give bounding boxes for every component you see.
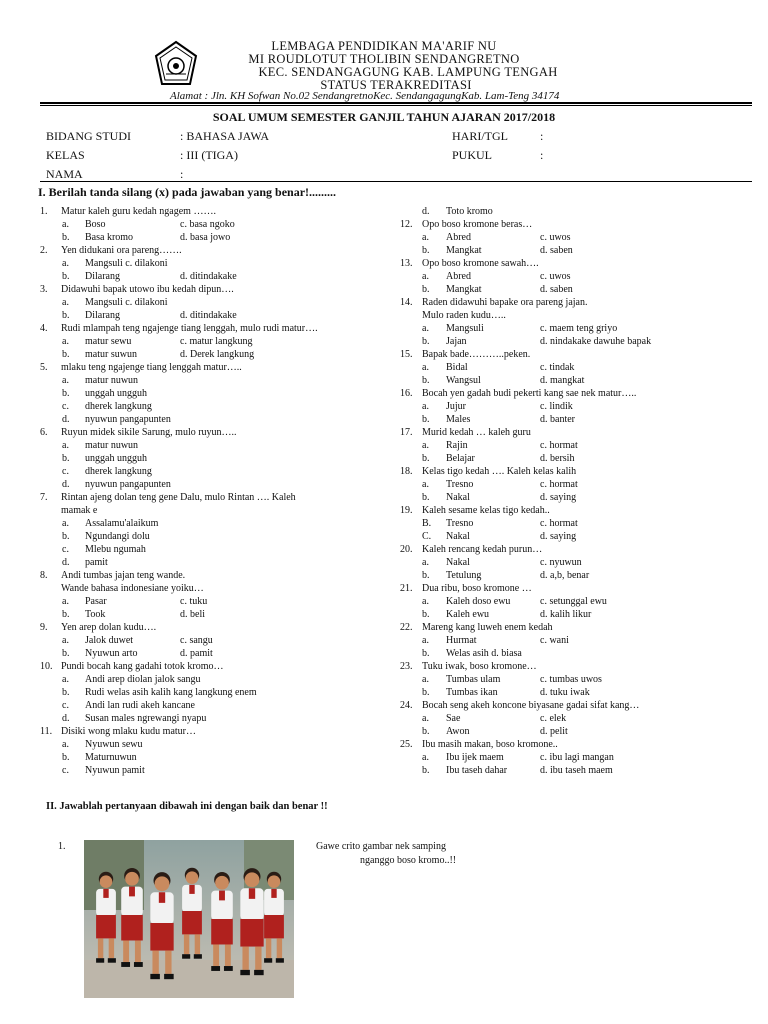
- option-letter: b.: [62, 531, 70, 542]
- question-text: Ruyun midek sikile Sarung, mulo ruyun…..: [61, 427, 237, 438]
- essay-instruction-2: nganggo boso kromo..!!: [360, 855, 457, 866]
- option-text: Rajin: [446, 440, 468, 451]
- option-text-secondary: d. beli: [180, 609, 205, 620]
- option-text: Mangsuli: [446, 323, 484, 334]
- option-text: Tumbas ikan: [446, 687, 498, 698]
- option-text: Tresno: [446, 479, 474, 490]
- option-text: Welas asih d. biasa: [446, 648, 522, 659]
- option-letter: b.: [422, 284, 430, 295]
- option-text: Nakal: [446, 492, 470, 503]
- question-number: 19.: [400, 505, 413, 516]
- option-text: Awon: [446, 726, 470, 737]
- option-text-secondary: c. setunggal ewu: [540, 596, 607, 607]
- option-text-secondary: c. hormat: [540, 518, 578, 529]
- question-number: 1.: [40, 206, 48, 217]
- question-number: 13.: [400, 258, 413, 269]
- option-letter: a.: [422, 323, 429, 334]
- exam-title: SOAL UMUM SEMESTER GANJIL TAHUN AJARAN 2017/2018: [212, 110, 556, 124]
- option-text: Assalamu'alaikum: [85, 518, 159, 529]
- option-text-secondary: d. nindakake dawuhe bapak: [540, 336, 652, 347]
- option-letter: a.: [62, 336, 69, 347]
- option-letter: b.: [422, 375, 430, 386]
- option-text-secondary: d. saben: [540, 245, 573, 256]
- option-letter: b.: [422, 648, 430, 659]
- question-text: Mulo raden kudu…..: [422, 310, 506, 321]
- option-letter: a.: [62, 635, 69, 646]
- option-text-secondary: c. uwos: [540, 232, 571, 243]
- option-text: Ngundangi dolu: [85, 531, 150, 542]
- option-letter: a.: [62, 258, 69, 269]
- essay-number: 1.: [58, 841, 66, 852]
- option-text: Nakal: [446, 557, 470, 568]
- option-letter: a.: [62, 440, 69, 451]
- option-text-secondary: c. tindak: [540, 362, 575, 373]
- option-letter: c.: [62, 544, 69, 555]
- question-text: Rudi mlampah teng ngajenge tiang lenggah, mulo rudi matur….: [61, 323, 318, 334]
- option-letter: c.: [62, 401, 69, 412]
- option-text: Jalok duwet: [85, 635, 134, 646]
- option-text-secondary: c. wani: [540, 635, 569, 646]
- question-number: 6.: [40, 427, 48, 438]
- option-letter: a.: [422, 440, 429, 451]
- option-text-secondary: d. bersih: [540, 453, 575, 464]
- question-text: Matur kaleh guru kedah ngagem …….: [61, 206, 216, 217]
- option-letter: a.: [422, 557, 429, 568]
- option-text: Dilarang: [85, 271, 120, 282]
- question-number: 17.: [400, 427, 413, 438]
- option-text: Bidal: [446, 362, 468, 373]
- question-number: 7.: [40, 492, 48, 503]
- option-text: Nakal: [446, 531, 470, 542]
- option-text-secondary: d. pamit: [180, 648, 213, 659]
- option-text: Nyuwun arto: [85, 648, 138, 659]
- option-letter: b.: [62, 609, 70, 620]
- option-text-secondary: c. sangu: [180, 635, 213, 646]
- question-number: 11.: [40, 726, 53, 737]
- option-text: Tetulung: [446, 570, 482, 581]
- option-letter: b.: [422, 726, 430, 737]
- option-text: Kaleh doso ewu: [446, 596, 511, 607]
- option-text: Took: [85, 609, 106, 620]
- option-letter: d.: [422, 206, 430, 217]
- option-text-secondary: d. ibu taseh maem: [540, 765, 613, 776]
- option-text: Hurmat: [446, 635, 477, 646]
- nama-value: :: [180, 167, 184, 181]
- question-text: Tuku iwak, boso kromone…: [422, 661, 537, 672]
- header-divider-thin: [40, 105, 752, 106]
- question-number: 16.: [400, 388, 413, 399]
- option-text: Kaleh ewu: [446, 609, 490, 620]
- option-letter: c.: [62, 466, 69, 477]
- option-letter: b.: [422, 765, 430, 776]
- option-text: dherek langkung: [85, 466, 152, 477]
- questions-right-column: [384, 205, 768, 785]
- option-text: Boso: [85, 219, 106, 230]
- school-children-photo: [84, 840, 294, 998]
- pukul-value: :: [540, 148, 544, 162]
- question-text: Mareng kang luweh enem kedah: [422, 622, 553, 633]
- option-text: Ibu taseh dahar: [446, 765, 508, 776]
- info-divider: [40, 181, 752, 182]
- question-text: Kaleh sesame kelas tigo kedah..: [422, 505, 550, 516]
- question-text: mamak e: [61, 505, 98, 516]
- question-number: 5.: [40, 362, 48, 373]
- option-text: Pasar: [85, 596, 107, 607]
- option-text-secondary: c. tuku: [180, 596, 208, 607]
- option-text-secondary: d. saben: [540, 284, 573, 295]
- option-text: Tresno: [446, 518, 474, 529]
- question-text: Pundi bocah kang gadahi totok kromo…: [61, 661, 224, 672]
- option-text: Mangkat: [446, 245, 482, 256]
- option-text-secondary: c. nyuwun: [540, 557, 582, 568]
- option-text: Jajan: [446, 336, 467, 347]
- question-number: 23.: [400, 661, 413, 672]
- option-letter: a.: [62, 297, 69, 308]
- section-2-heading: II. Jawablah pertanyaan dibawah ini dengan baik dan benar !!: [46, 801, 328, 812]
- option-letter: a.: [422, 271, 429, 282]
- option-text-secondary: d. ditindakake: [180, 310, 237, 321]
- question-text: Dua ribu, boso kromone …: [422, 583, 532, 594]
- option-letter: B.: [422, 518, 432, 529]
- question-text: Opo boso kromone beras…: [422, 219, 533, 230]
- option-letter: b.: [422, 245, 430, 256]
- question-number: 15.: [400, 349, 413, 360]
- option-letter: a.: [62, 375, 69, 386]
- question-number: 18.: [400, 466, 413, 477]
- option-text-secondary: d. pelit: [540, 726, 568, 737]
- option-text-secondary: c. matur langkung: [180, 336, 253, 347]
- option-letter: c.: [62, 700, 69, 711]
- option-text: Mangkat: [446, 284, 482, 295]
- option-letter: a.: [422, 713, 429, 724]
- option-letter: a.: [62, 739, 69, 750]
- option-text-secondary: c. elek: [540, 713, 567, 724]
- option-text-secondary: c. ibu lagi mangan: [540, 752, 614, 763]
- option-text-secondary: d. mangkat: [540, 375, 585, 386]
- option-letter: b.: [62, 687, 70, 698]
- option-text: Toto kromo: [446, 206, 493, 217]
- question-text: Disiki wong mlaku kudu matur…: [61, 726, 196, 737]
- option-text: Dilarang: [85, 310, 120, 321]
- option-letter: a.: [62, 596, 69, 607]
- option-letter: b.: [62, 752, 70, 763]
- option-text-secondary: d. ditindakake: [180, 271, 237, 282]
- question-text: mlaku teng ngajenge tiang lenggah matur…..: [61, 362, 242, 373]
- school-address: Alamat : Jln. KH Sofwan No.02 SendangretnoKec. SendangagungKab. Lam-Teng 34174: [170, 90, 560, 102]
- essay-instruction-1: Gawe crito gambar nek samping: [316, 841, 446, 852]
- option-text: Andi lan rudi akeh kancane: [85, 700, 195, 711]
- question-number: 2.: [40, 245, 48, 256]
- question-text: Opo boso kromone sawah….: [422, 258, 539, 269]
- question-number: 25.: [400, 739, 413, 750]
- question-text: Bocah seng akeh koncone biyasane gadai sifat kang…: [422, 700, 640, 711]
- option-letter: a.: [422, 362, 429, 373]
- option-letter: C.: [422, 531, 432, 542]
- kelas-value: : III (TIGA): [180, 148, 238, 162]
- option-letter: a.: [422, 479, 429, 490]
- option-text: matur nuwun: [85, 375, 139, 386]
- option-letter: a.: [422, 635, 429, 646]
- pukul-label: PUKUL: [452, 148, 493, 162]
- option-letter: b.: [62, 310, 70, 321]
- option-letter: b.: [62, 349, 70, 360]
- option-text-secondary: c. lindik: [540, 401, 573, 412]
- option-text: matur nuwun: [85, 440, 139, 451]
- question-number: 24.: [400, 700, 413, 711]
- option-letter: b.: [62, 271, 70, 282]
- option-text-secondary: c. tumbas uwos: [540, 674, 602, 685]
- header-line-3: KEC. SENDANGAGUNG KAB. LAMPUNG TENGAH: [258, 65, 558, 79]
- option-text-secondary: d. banter: [540, 414, 575, 425]
- question-text: Yen arep dolan kudu….: [61, 622, 157, 633]
- option-letter: b.: [62, 388, 70, 399]
- option-text: Tumbas ulam: [446, 674, 501, 685]
- question-number: 12.: [400, 219, 413, 230]
- option-text-secondary: d. saying: [540, 531, 577, 542]
- bidang-label: BIDANG STUDI: [46, 129, 131, 143]
- option-text: Jujur: [446, 401, 466, 412]
- option-text: unggah ungguh: [85, 453, 147, 464]
- option-text: Maturnuwun: [85, 752, 137, 763]
- option-letter: d.: [62, 479, 70, 490]
- option-text-secondary: d. tuku iwak: [540, 687, 590, 698]
- option-text: Sae: [446, 713, 461, 724]
- question-number: 21.: [400, 583, 413, 594]
- question-number: 22.: [400, 622, 413, 633]
- option-text: Mlebu ngumah: [85, 544, 146, 555]
- option-letter: a.: [62, 674, 69, 685]
- question-number: 8.: [40, 570, 48, 581]
- question-text: Murid kedah … kaleh guru: [422, 427, 531, 438]
- option-letter: b.: [422, 687, 430, 698]
- hari-label: HARI/TGL: [452, 129, 508, 143]
- option-text-secondary: c. maem teng griyo: [540, 323, 618, 334]
- header-divider: [40, 102, 752, 104]
- bidang-value: : BAHASA JAWA: [180, 129, 270, 143]
- question-text: Kelas tigo kedah …. Kaleh kelas kalih: [422, 466, 577, 477]
- option-text: Males: [446, 414, 471, 425]
- option-text-secondary: d. a,b, benar: [540, 570, 590, 581]
- option-letter: b.: [422, 609, 430, 620]
- option-letter: b.: [422, 453, 430, 464]
- option-letter: a.: [422, 596, 429, 607]
- question-text: Raden didawuhi bapake ora pareng jajan.: [422, 297, 588, 308]
- question-text: Ibu masih makan, boso kromone..: [422, 739, 558, 750]
- option-text-secondary: d. Derek langkung: [180, 349, 255, 360]
- section-1-heading: I. Berilah tanda silang (x) pada jawaban yang benar!.........: [38, 185, 337, 199]
- option-text: Ibu ijek maem: [446, 752, 504, 763]
- option-letter: a.: [422, 401, 429, 412]
- question-number: 9.: [40, 622, 48, 633]
- option-text-secondary: d. basa jowo: [180, 232, 231, 243]
- question-number: 14.: [400, 297, 413, 308]
- option-text: nyuwun pangapunten: [85, 414, 171, 425]
- option-text: Andi arep diolan jalok sangu: [85, 674, 201, 685]
- option-text: Mangsuli c. dilakoni: [85, 297, 168, 308]
- option-letter: c.: [62, 765, 69, 776]
- option-text: Abred: [446, 271, 471, 282]
- option-text: Nyuwun pamit: [85, 765, 145, 776]
- option-text: Belajar: [446, 453, 475, 464]
- hari-value: :: [540, 129, 544, 143]
- question-number: 10.: [40, 661, 53, 672]
- option-letter: b.: [422, 570, 430, 581]
- option-text-secondary: d. kalih likur: [540, 609, 592, 620]
- option-text-secondary: d. saying: [540, 492, 577, 503]
- question-text: Wande bahasa indonesiane yoiku…: [61, 583, 204, 594]
- option-text-secondary: c. uwos: [540, 271, 571, 282]
- option-text: Wangsul: [446, 375, 481, 386]
- nama-label: NAMA: [46, 167, 83, 181]
- option-text: matur suwun: [85, 349, 137, 360]
- option-letter: b.: [62, 453, 70, 464]
- option-letter: b.: [62, 648, 70, 659]
- option-text-secondary: c. hormat: [540, 440, 578, 451]
- question-text: Didawuhi bapak utowo ibu kedah dipun….: [61, 284, 234, 295]
- option-letter: b.: [422, 414, 430, 425]
- option-text: Abred: [446, 232, 471, 243]
- option-letter: a.: [422, 674, 429, 685]
- question-number: 20.: [400, 544, 413, 555]
- header-line-2: MI ROUDLOTUT THOLIBIN SENDANGRETNO: [248, 52, 520, 66]
- option-letter: a.: [422, 752, 429, 763]
- option-text: matur sewu: [85, 336, 132, 347]
- option-letter: b.: [62, 232, 70, 243]
- option-text: Nyuwun sewu: [85, 739, 143, 750]
- question-text: Yen didukani ora pareng…….: [61, 245, 182, 256]
- option-letter: b.: [422, 492, 430, 503]
- option-text: nyuwun pangapunten: [85, 479, 171, 490]
- question-number: 4.: [40, 323, 48, 334]
- question-text: Andi tumbas jajan teng wande.: [61, 570, 186, 581]
- header-line-4: STATUS TERAKREDITASI: [320, 78, 472, 92]
- option-letter: d.: [62, 557, 70, 568]
- question-number: 3.: [40, 284, 48, 295]
- header-line-1: LEMBAGA PENDIDIKAN MA'ARIF NU: [271, 39, 497, 53]
- option-letter: d.: [62, 414, 70, 425]
- option-letter: a.: [62, 518, 69, 529]
- questions-left-column: [0, 205, 384, 785]
- option-text: Susan males ngrewangi nyapu: [85, 713, 207, 724]
- kelas-label: KELAS: [46, 148, 85, 162]
- option-letter: d.: [62, 713, 70, 724]
- question-text: Bocah yen gadah budi pekerti kang sae nek matur…..: [422, 388, 637, 399]
- question-text: Rintan ajeng dolan teng gene Dalu, mulo Rintan …. Kaleh: [61, 492, 296, 503]
- option-letter: b.: [422, 336, 430, 347]
- option-text: unggah ungguh: [85, 388, 147, 399]
- option-letter: a.: [62, 219, 69, 230]
- option-text: dherek langkung: [85, 401, 152, 412]
- question-text: Kaleh rencang kedah purun…: [422, 544, 543, 555]
- option-text: Basa kromo: [85, 232, 134, 243]
- option-text: pamit: [85, 557, 108, 568]
- option-text-secondary: c. hormat: [540, 479, 578, 490]
- option-text: Rudi welas asih kalih kang langkung enem: [85, 687, 257, 698]
- option-text-secondary: c. basa ngoko: [180, 219, 235, 230]
- option-letter: a.: [422, 232, 429, 243]
- option-text: Mangsuli c. dilakoni: [85, 258, 168, 269]
- question-text: Bapak bade………..peken.: [422, 349, 531, 360]
